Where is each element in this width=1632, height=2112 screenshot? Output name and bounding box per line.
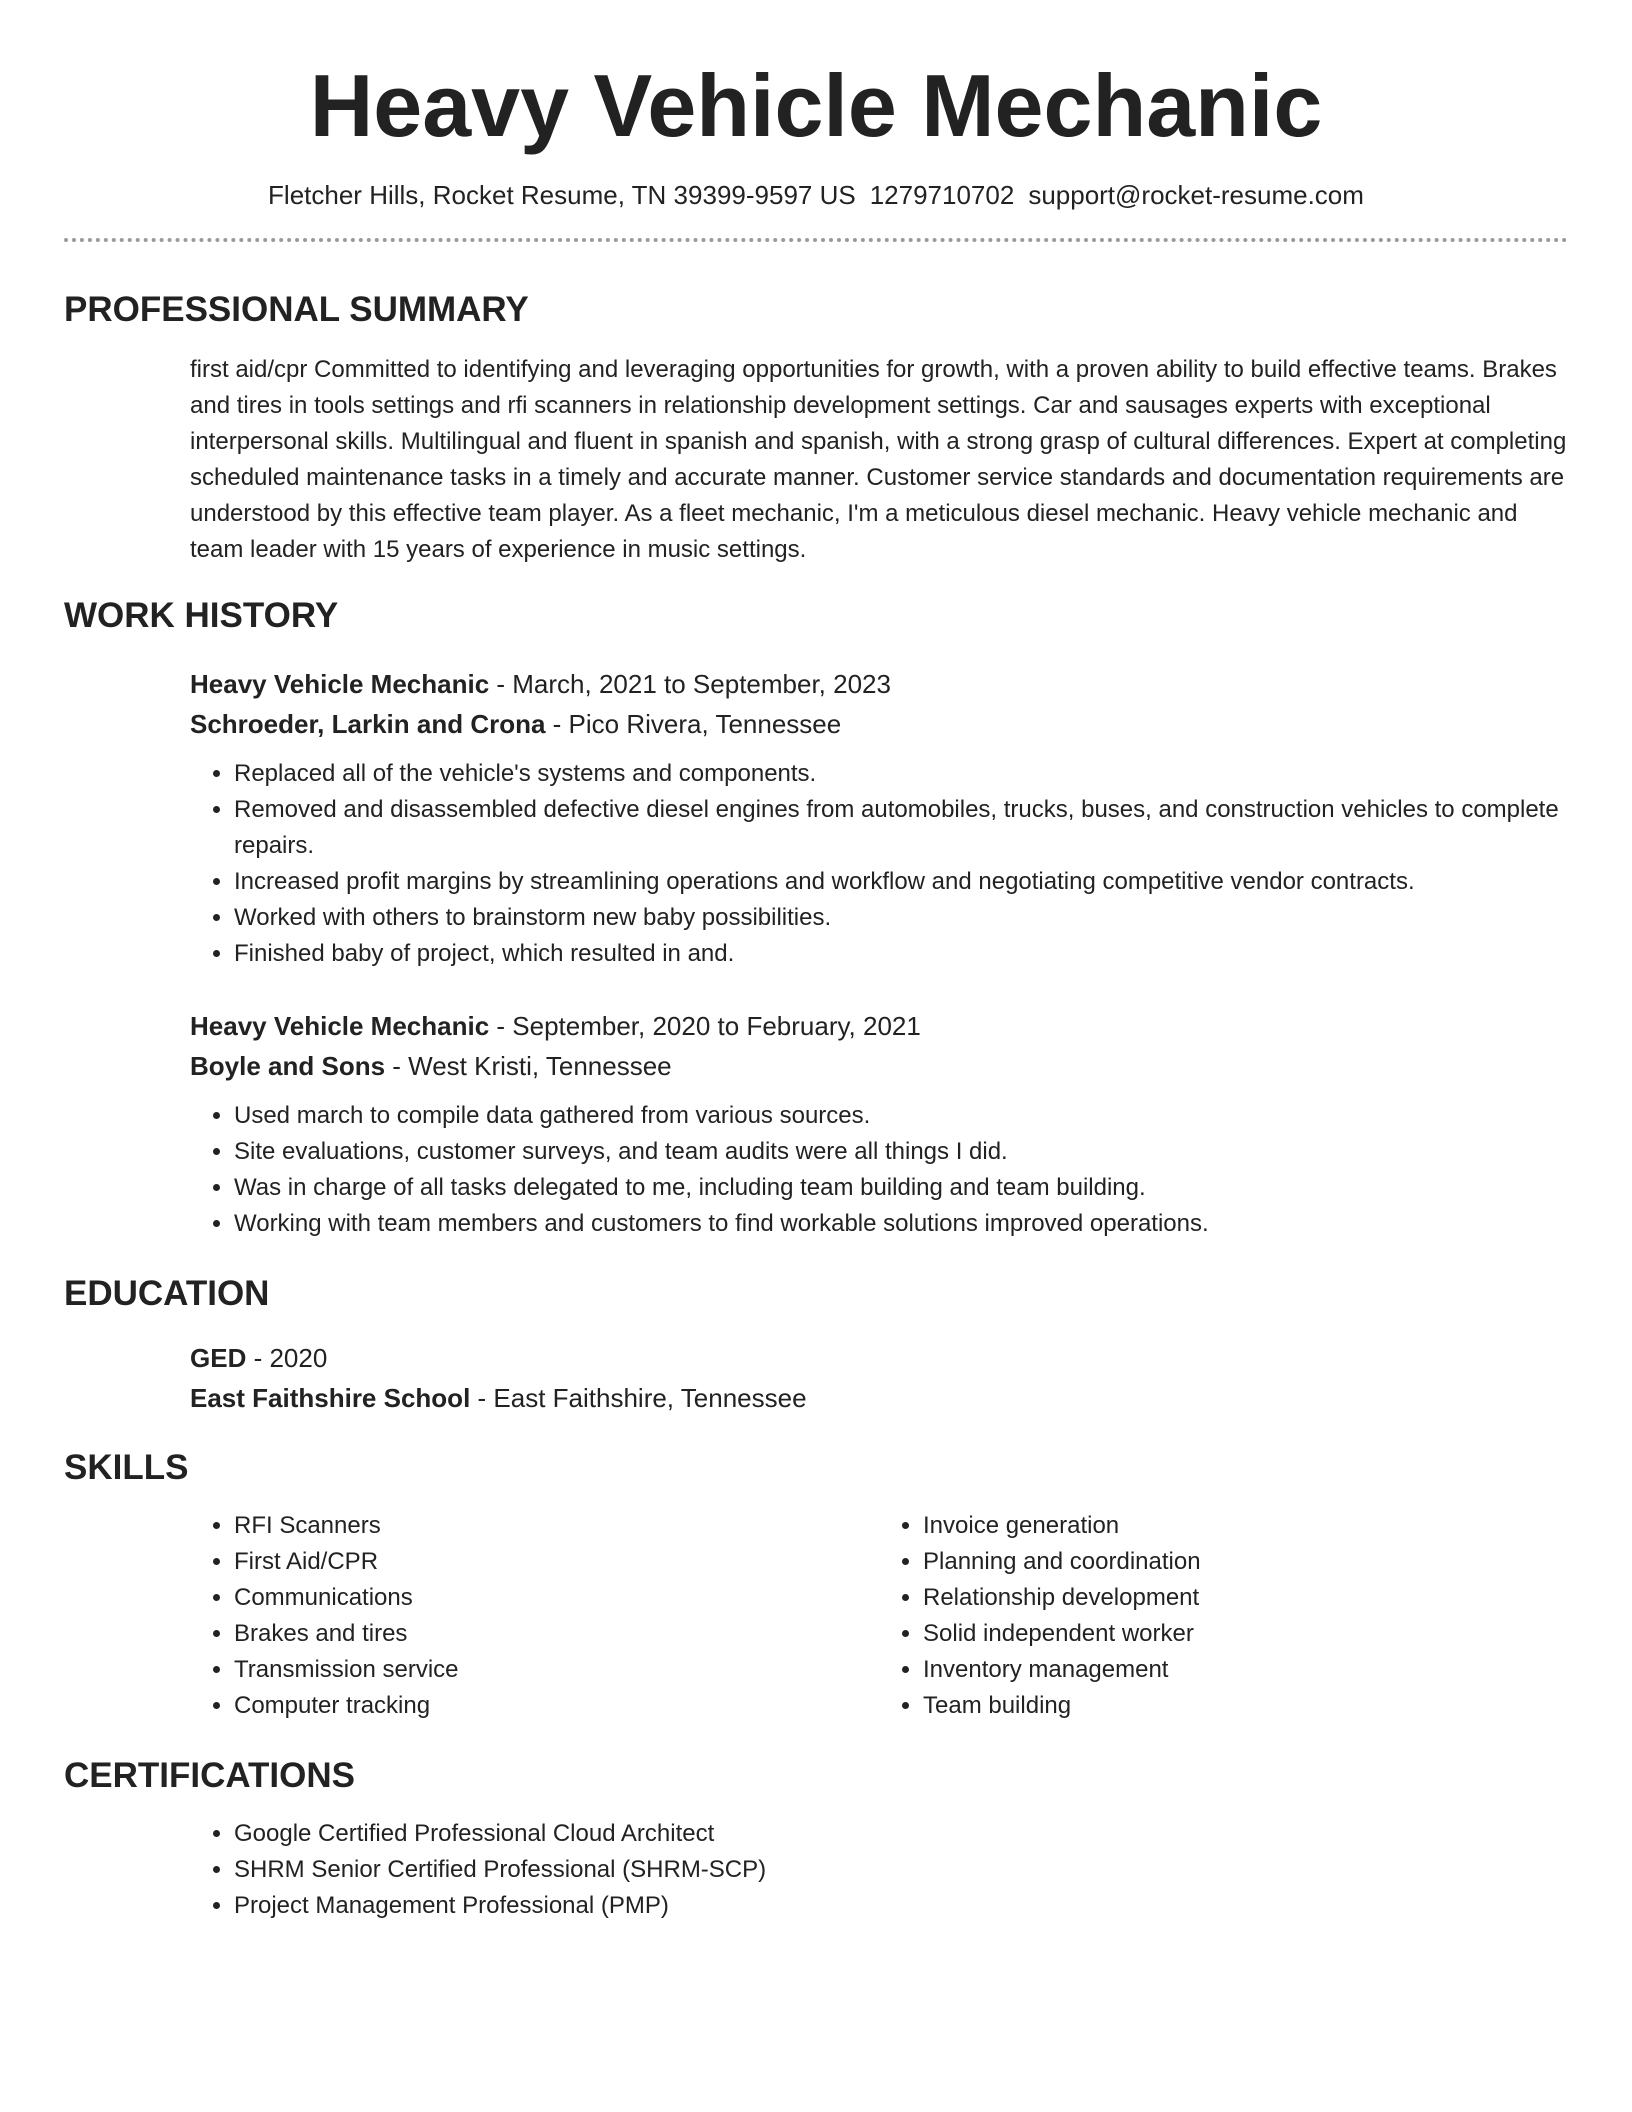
job-dates: - March, 2021 to September, 2023 (489, 669, 891, 699)
job-bullet: • Increased profit margins by streamlining operations and workflow and negotiating competitive vendor contracts. (234, 864, 1568, 900)
section-title-summary: PROFESSIONAL SUMMARY (64, 290, 529, 329)
job-entry (190, 1006, 1568, 1242)
job-role: Heavy Vehicle Mechanic (190, 1011, 490, 1041)
job-bullet: • Site evaluations, customer surveys, and team audits were all things I did. (234, 1134, 1568, 1170)
skill-item: • Team building (923, 1688, 1568, 1724)
job-company: Boyle and Sons (190, 1051, 386, 1081)
education-school: East Faithshire School (190, 1383, 471, 1413)
job-title-line (190, 1006, 1568, 1046)
education-location: - East Faithshire, Tennessee (470, 1383, 807, 1413)
job-bullet: • Replaced all of the vehicle's systems and components. (234, 756, 1568, 792)
certification-item: • Google Certified Professional Cloud Architect (234, 1816, 1568, 1852)
education-year: - 2020 (246, 1343, 328, 1373)
skill-item: • Inventory management (923, 1652, 1568, 1688)
job-bullet: • Finished baby of project, which resulted in and. (234, 936, 1568, 972)
skill-item: • RFI Scanners (234, 1508, 879, 1544)
section-title-work-history: WORK HISTORY (64, 596, 339, 635)
section-title-certifications: CERTIFICATIONS (64, 1756, 356, 1795)
resume-page (64, 0, 1568, 1924)
job-title-line (190, 664, 1568, 704)
job-bullet: • Was in charge of all tasks delegated to me, including team building and team building. (234, 1170, 1568, 1206)
section-title-education: EDUCATION (64, 1274, 270, 1313)
job-location: - Pico Rivera, Tennessee (545, 709, 842, 739)
skills-column-right (879, 1508, 1568, 1724)
contact-address: Fletcher Hills, Rocket Resume, TN 39399-9597 US (268, 180, 856, 210)
skills-column-left (190, 1508, 879, 1724)
resume-name: Heavy Vehicle Mechanic (309, 56, 1323, 155)
job-bullet: • Removed and disassembled defective diesel engines from automobiles, trucks, buses, and construction vehicles to complete repairs. (234, 792, 1568, 864)
certifications-list (190, 1816, 1568, 1924)
contact-line (64, 178, 1568, 212)
skill-item: • Brakes and tires (234, 1616, 879, 1652)
job-location: - West Kristi, Tennessee (385, 1051, 672, 1081)
contact-phone: 1279710702 (869, 180, 1015, 210)
education-degree: GED (190, 1343, 247, 1373)
job-bullet: • Working with team members and customers to find workable solutions improved operations. (234, 1206, 1568, 1242)
skill-item: • Solid independent worker (923, 1616, 1568, 1652)
skill-item: • Relationship development (923, 1580, 1568, 1616)
header-divider (64, 238, 1568, 242)
skill-item: • Computer tracking (234, 1688, 879, 1724)
education-degree-line (190, 1338, 1568, 1378)
job-dates: - September, 2020 to February, 2021 (489, 1011, 921, 1041)
skill-item: • Transmission service (234, 1652, 879, 1688)
job-company-line (190, 1046, 1568, 1086)
certifications-bullets (190, 1816, 1568, 1924)
education-entry (190, 1338, 1568, 1418)
certification-item: • SHRM Senior Certified Professional (SHRM-SCP) (234, 1852, 1568, 1888)
section-title-skills: SKILLS (64, 1448, 189, 1487)
skill-item: • Communications (234, 1580, 879, 1616)
summary-text: first aid/cpr Committed to identifying and leveraging opportunities for growth, with a proven ability to build effective teams. Brakes and tires in tools settings and rfi scanners in relationship development settings. Car and sausages experts with exceptional interpersonal skills. Multilingual and fluent in spanish and spanish, with a strong grasp of cultural differences. Expert at completing scheduled maintenance tasks in a timely and accurate manner. Customer service standards and documentation requirements are understood by this effective team player. As a fleet mechanic, I'm a meticulous diesel mechanic. Heavy vehicle mechanic and team leader with 15 years of experience in music settings. (190, 356, 1567, 563)
skill-item: • Invoice generation (923, 1508, 1568, 1544)
job-entry (190, 664, 1568, 972)
education-school-line (190, 1378, 1568, 1418)
job-company: Schroeder, Larkin and Crona (190, 709, 546, 739)
skill-item: • Planning and coordination (923, 1544, 1568, 1580)
skill-item: • First Aid/CPR (234, 1544, 879, 1580)
job-bullet: • Used march to compile data gathered from various sources. (234, 1098, 1568, 1134)
skills-grid (190, 1508, 1568, 1724)
job-company-line (190, 704, 1568, 744)
job-bullet: • Worked with others to brainstorm new baby possibilities. (234, 900, 1568, 936)
job-bullet-list (190, 1098, 1568, 1242)
contact-email[interactable]: support@rocket-resume.com (1028, 180, 1364, 210)
job-role: Heavy Vehicle Mechanic (190, 669, 490, 699)
certification-item: • Project Management Professional (PMP) (234, 1888, 1568, 1924)
job-bullet-list (190, 756, 1568, 972)
